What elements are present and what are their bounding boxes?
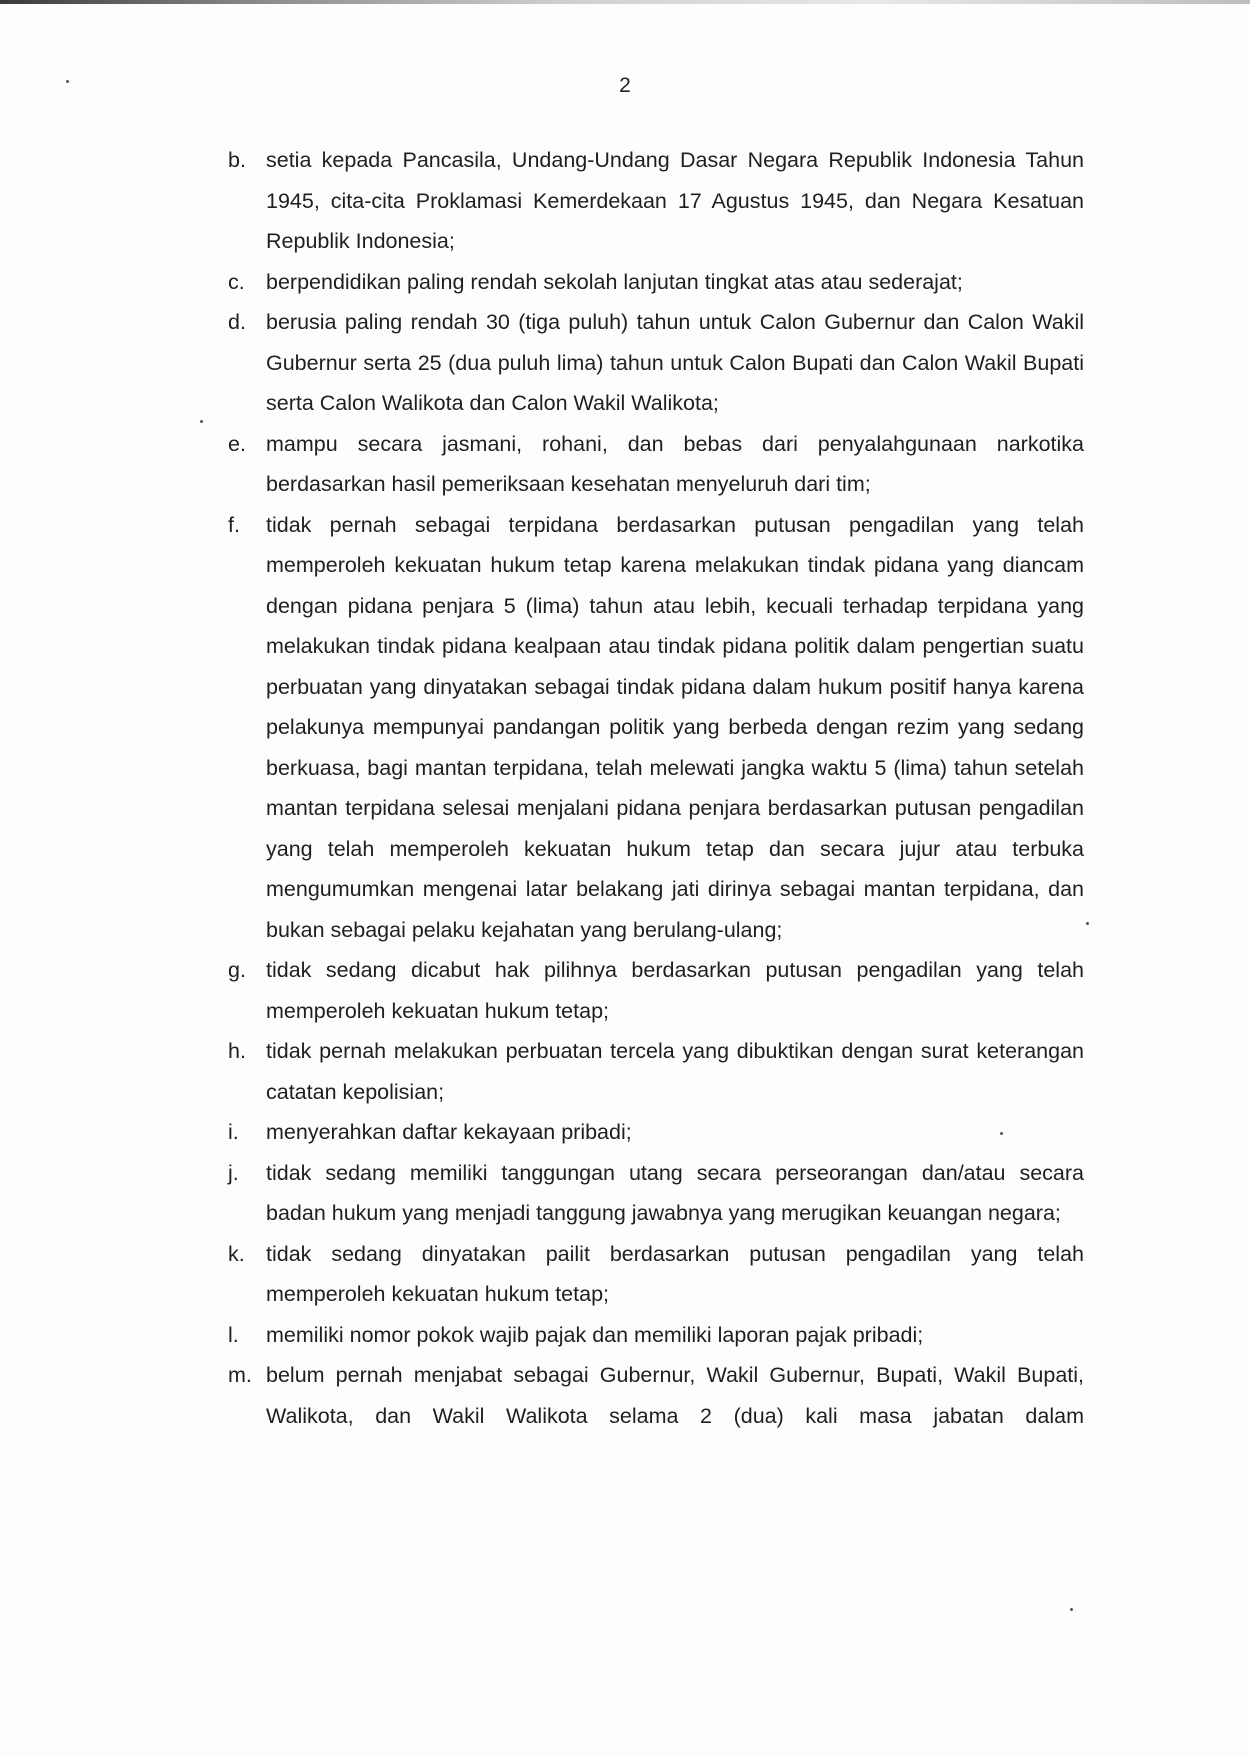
list-item-letter: j. bbox=[228, 1160, 239, 1185]
list-item-text: tidak pernah sebagai terpidana berdasarkan putusan pengadilan yang telah memperoleh kekuatan hukum tetap karena melakukan tindak pidana yang diancam dengan pidana penjara 5 (lima) tahun atau lebih, kecuali terhadap terpidana yang melakukan tindak pidana kealpaan atau tindak pidana politik dalam pengertian suatu perbuatan yang dinyatakan sebagai tindak pidana dalam hukum positif hanya karena pelakunya mempunyai pandangan politik yang berbeda dengan rezim yang sedang berkuasa, bagi mantan terpidana, telah melewati jangka waktu 5 (lima) tahun setelah mantan terpidana selesai menjalani pidana penjara berdasarkan putusan pengadilan yang telah memperoleh kekuatan hukum tetap dan secara jujur atau terbuka mengumumkan mengenai latar belakang jati dirinya sebagai mantan terpidana, dan bukan sebagai pelaku kejahatan yang berulang-ulang; bbox=[266, 512, 1084, 942]
list-item-l bbox=[228, 1315, 1084, 1356]
scan-speck bbox=[200, 420, 203, 423]
list-item-text: berpendidikan paling rendah sekolah lanjutan tingkat atas atau sederajat; bbox=[266, 269, 963, 294]
list-item-text: setia kepada Pancasila, Undang-Undang Dasar Negara Republik Indonesia Tahun 1945, cita-cita Proklamasi Kemerdekaan 17 Agustus 1945, dan Negara Kesatuan Republik Indonesia; bbox=[266, 148, 1084, 253]
list-item-i bbox=[228, 1112, 1084, 1153]
scan-speck bbox=[1000, 1132, 1003, 1135]
list-item-letter: c. bbox=[228, 269, 245, 294]
list-item-h bbox=[228, 1031, 1084, 1112]
list-item-text: menyerahkan daftar kekayaan pribadi; bbox=[266, 1120, 632, 1144]
list-item-text: tidak sedang dicabut hak pilihnya berdasarkan putusan pengadilan yang telah memperoleh kekuatan hukum tetap; bbox=[266, 958, 1084, 1023]
list-item-text: tidak pernah melakukan perbuatan tercela yang dibuktikan dengan surat keterangan catatan kepolisian; bbox=[266, 1039, 1084, 1104]
list-item-letter: k. bbox=[228, 1241, 245, 1266]
list-item-b bbox=[228, 140, 1084, 262]
list-item-text: mampu secara jasmani, rohani, dan bebas dari penyalahgunaan narkotika berdasarkan hasil pemeriksaan kesehatan menyeluruh dari tim; bbox=[266, 431, 1084, 496]
list-item-k bbox=[228, 1234, 1084, 1315]
list-item-letter: i. bbox=[228, 1120, 239, 1144]
list-item-letter: m. bbox=[228, 1363, 252, 1387]
list-item-letter: b. bbox=[228, 148, 246, 172]
scan-top-edge bbox=[0, 0, 1250, 4]
scan-speck bbox=[1086, 922, 1089, 925]
scan-speck bbox=[1070, 1608, 1073, 1611]
list-item-j bbox=[228, 1153, 1084, 1234]
list-item-letter: g. bbox=[228, 958, 246, 982]
list-item-letter: e. bbox=[228, 431, 246, 456]
list-item-g bbox=[228, 950, 1084, 1031]
list-item-c bbox=[228, 262, 1084, 303]
list-item-letter: d. bbox=[228, 310, 246, 334]
list-item-text: tidak sedang dinyatakan pailit berdasarkan putusan pengadilan yang telah memperoleh kekuatan hukum tetap; bbox=[266, 1241, 1084, 1306]
list-item-e bbox=[228, 424, 1084, 505]
list-item-text: belum pernah menjabat sebagai Gubernur, Wakil Gubernur, Bupati, Wakil Bupati, Walikota, dan Wakil Walikota selama 2 (dua) kali masa jabatan dalam bbox=[266, 1363, 1084, 1428]
list-item-d bbox=[228, 302, 1084, 424]
requirements-list bbox=[228, 140, 1084, 1436]
page-number: 2 bbox=[619, 74, 631, 97]
list-item-m bbox=[228, 1355, 1084, 1436]
list-item-letter: l. bbox=[228, 1322, 239, 1347]
list-item-f bbox=[228, 505, 1084, 951]
list-item-letter: f. bbox=[228, 512, 240, 537]
list-item-text: tidak sedang memiliki tanggungan utang secara perseorangan dan/atau secara badan hukum yang menjadi tanggung jawabnya yang merugikan keuangan negara; bbox=[266, 1160, 1084, 1225]
list-item-letter: h. bbox=[228, 1039, 246, 1063]
list-item-text: berusia paling rendah 30 (tiga puluh) tahun untuk Calon Gubernur dan Calon Wakil Gubernur serta 25 (dua puluh lima) tahun untuk Calon Bupati dan Calon Wakil Bupati serta Calon Walikota dan Calon Wakil Walikota; bbox=[266, 310, 1084, 415]
scan-speck bbox=[66, 80, 69, 83]
list-item-text: memiliki nomor pokok wajib pajak dan memiliki laporan pajak pribadi; bbox=[266, 1322, 924, 1347]
